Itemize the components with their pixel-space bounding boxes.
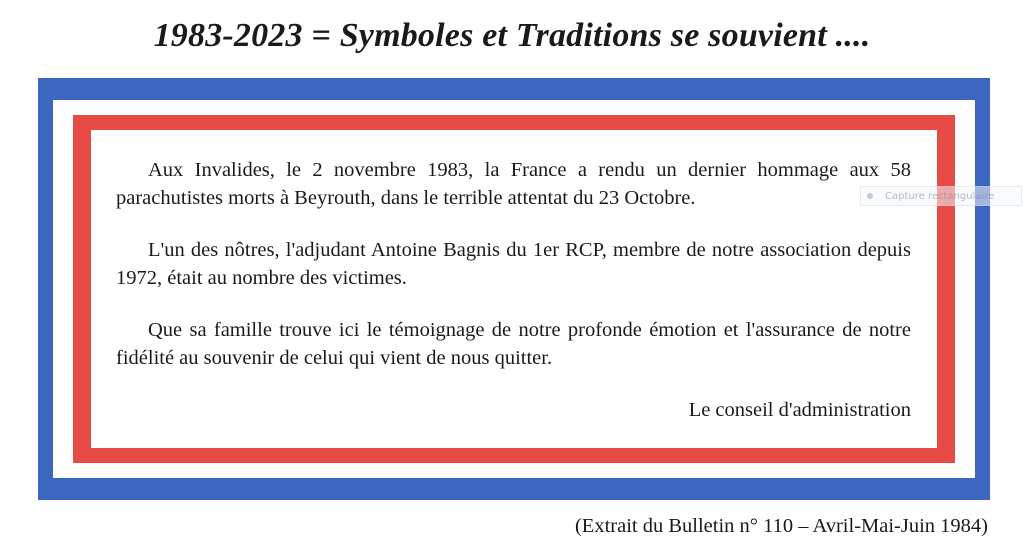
page-title: 1983-2023 = Symboles et Traditions se souvient .... bbox=[153, 17, 871, 54]
tribute-text-box bbox=[91, 130, 937, 448]
paragraph-condolences: Que sa famille trouve ici le témoignage de notre profonde émotion et l'assurance de notre fidélité au souvenir de celui qui vient de nous quitter. bbox=[116, 319, 911, 369]
frame-white-band bbox=[53, 100, 975, 478]
capture-tooltip bbox=[860, 186, 1022, 206]
signature: Le conseil d'administration bbox=[688, 399, 911, 421]
paragraph-victim: L'un des nôtres, l'adjudant Antoine Bagnis du 1er RCP, membre de notre association depuis 1972, était au nombre des victimes. bbox=[116, 239, 911, 289]
frame-red-border bbox=[73, 115, 955, 463]
paragraph-invalides: Aux Invalides, le 2 novembre 1983, la France a rendu un dernier hommage aux 58 parachutistes morts à Beyrouth, dans le terrible attentat du 23 Octobre. bbox=[116, 159, 911, 209]
source-citation: (Extrait du Bulletin n° 110 – Avril-Mai-Juin 1984) bbox=[574, 515, 988, 537]
capture-label: Capture rectangulaire bbox=[885, 190, 995, 202]
capture-icon bbox=[867, 193, 873, 199]
tricolor-frame bbox=[38, 78, 990, 500]
